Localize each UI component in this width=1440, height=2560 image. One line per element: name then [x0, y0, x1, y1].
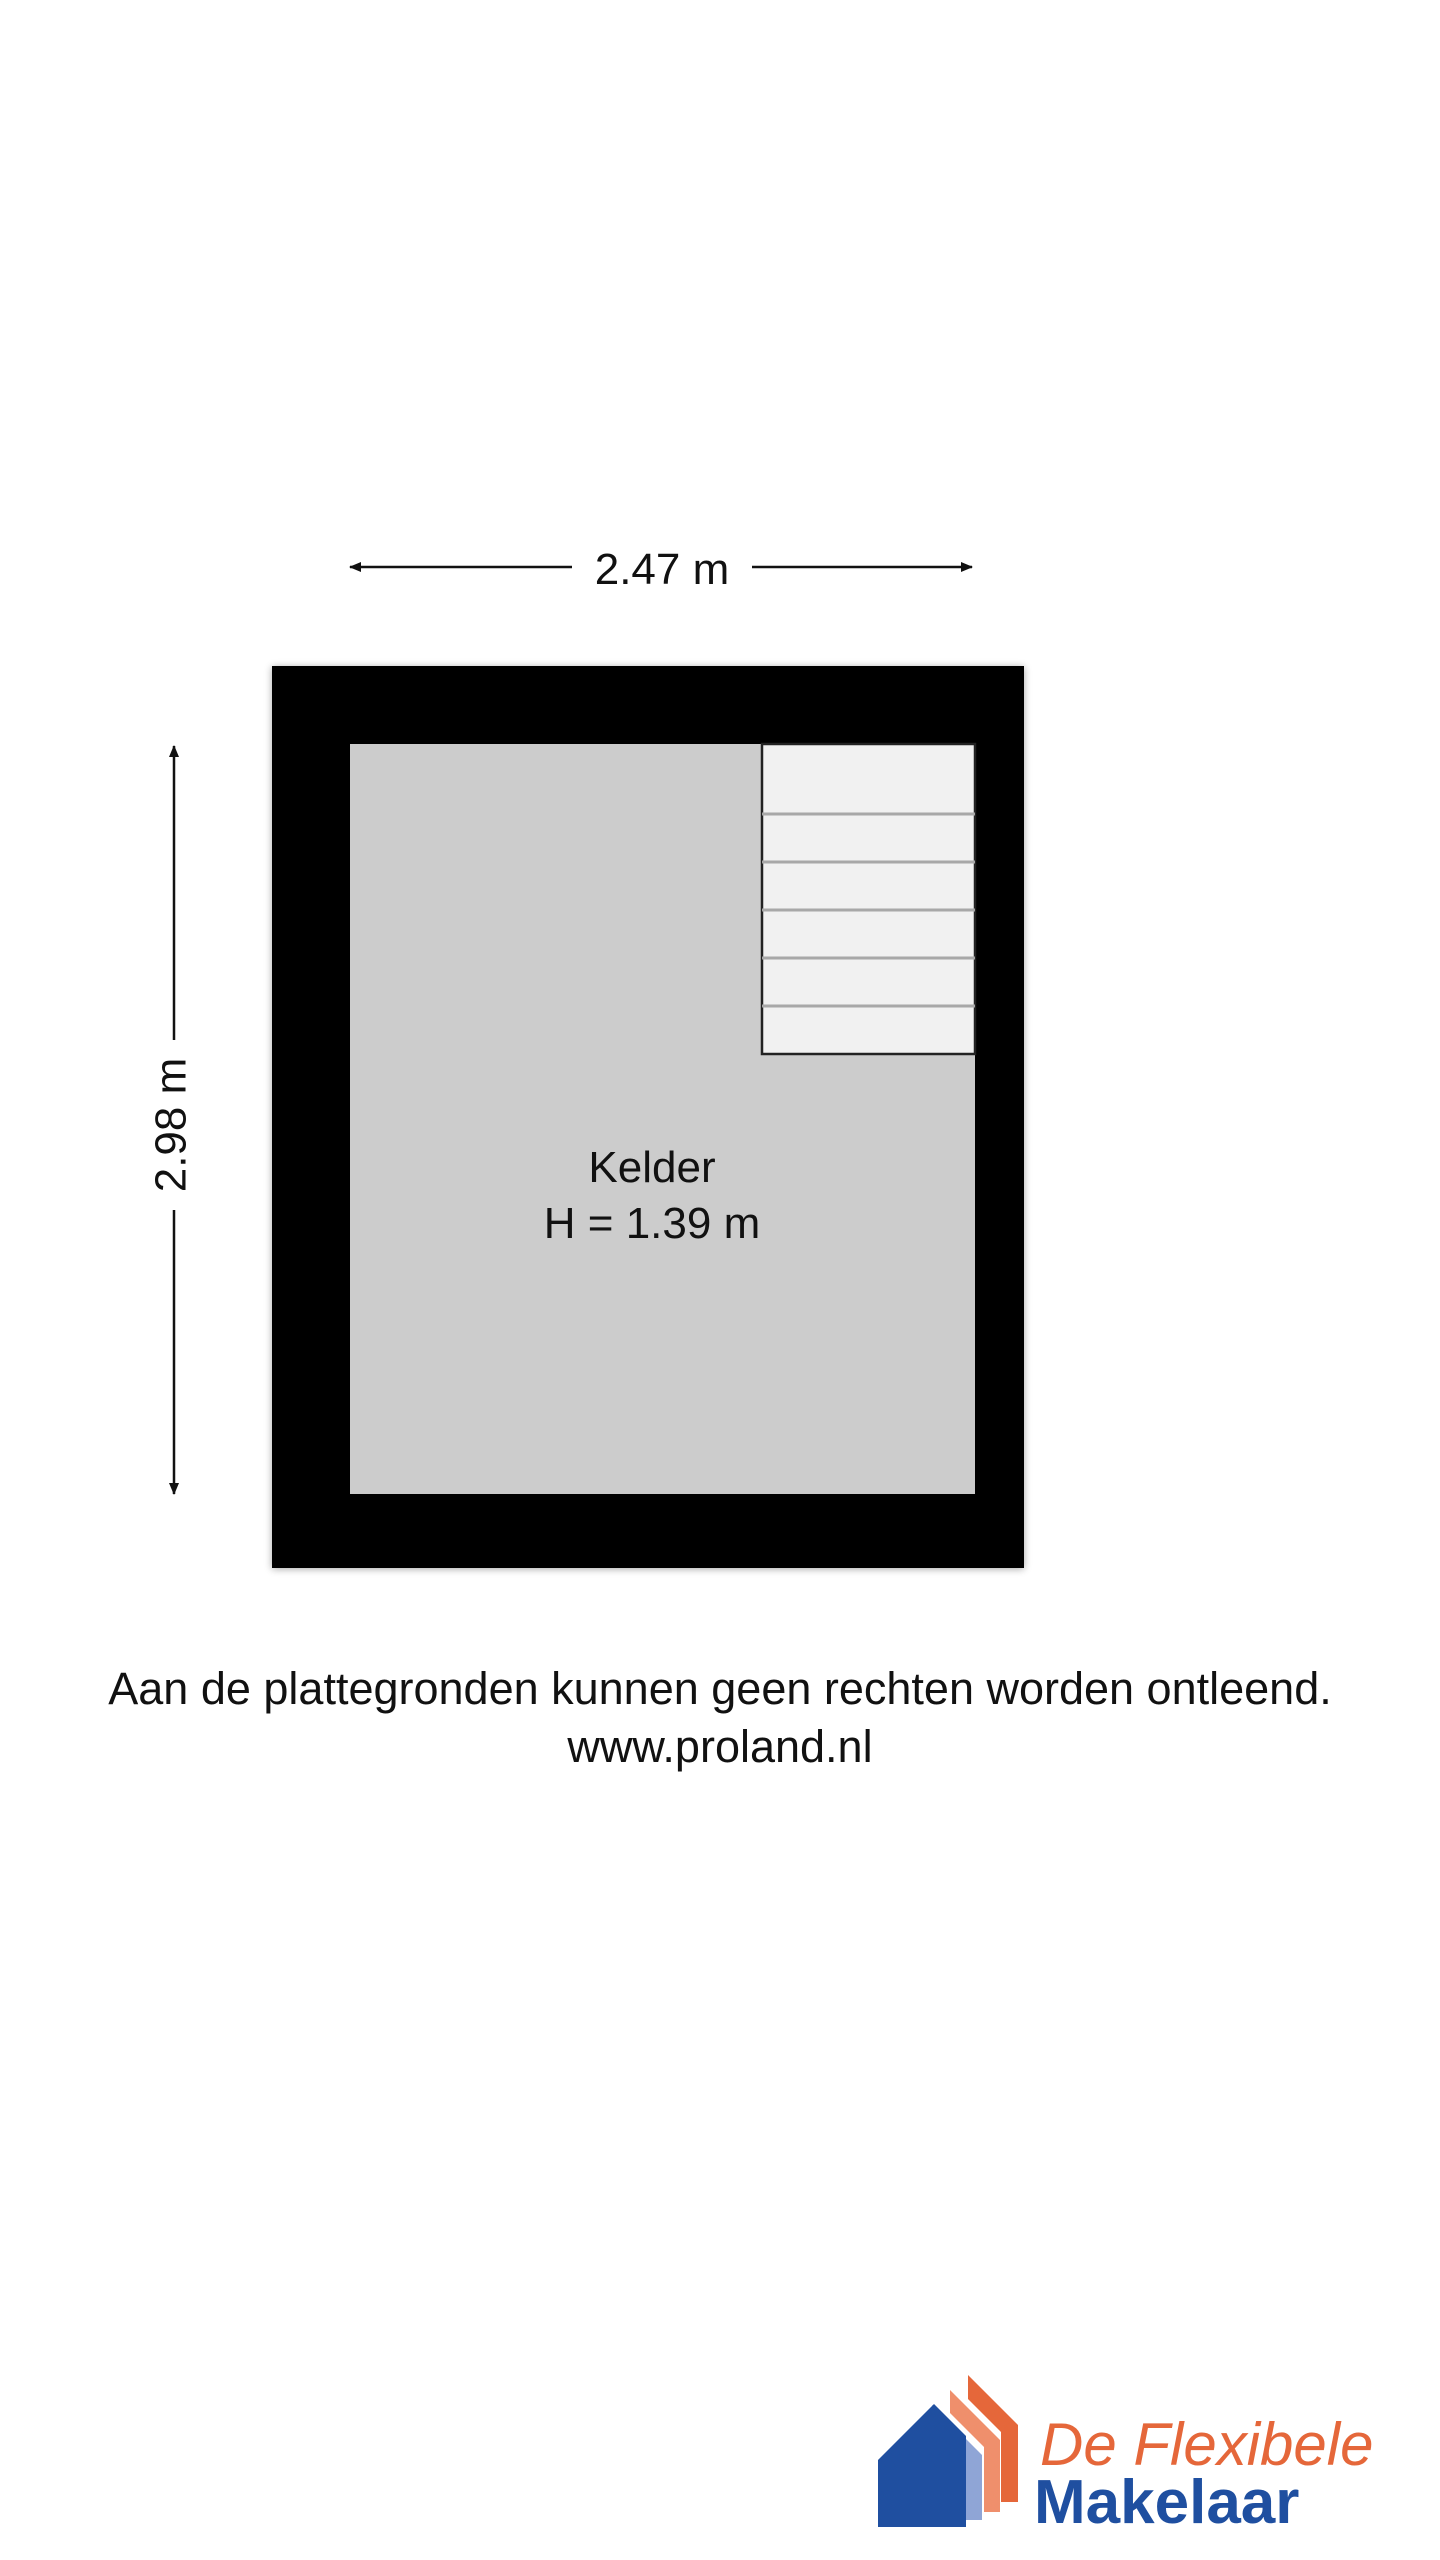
logo-wordmark-line2: Makelaar — [1034, 2468, 1300, 2537]
room-name: Kelder — [588, 1143, 716, 1192]
width-dimension-label: 2.47 m — [594, 545, 730, 594]
logo-house-blue — [878, 2404, 966, 2527]
company-logo — [878, 2375, 1374, 2537]
room-height: H = 1.39 m — [543, 1199, 761, 1248]
height-dimension-label: 2.98 m — [146, 1057, 196, 1193]
website-link[interactable]: www.proland.nl — [567, 1721, 873, 1772]
height-dimension — [147, 746, 196, 1494]
width-dimension — [350, 545, 972, 594]
logo-wordmark-line1: De Flexibele — [1040, 2411, 1374, 2478]
disclaimer-text: Aan de plattegronden kunnen geen rechten worden ontleend. — [108, 1663, 1332, 1714]
stairs — [762, 744, 975, 1054]
